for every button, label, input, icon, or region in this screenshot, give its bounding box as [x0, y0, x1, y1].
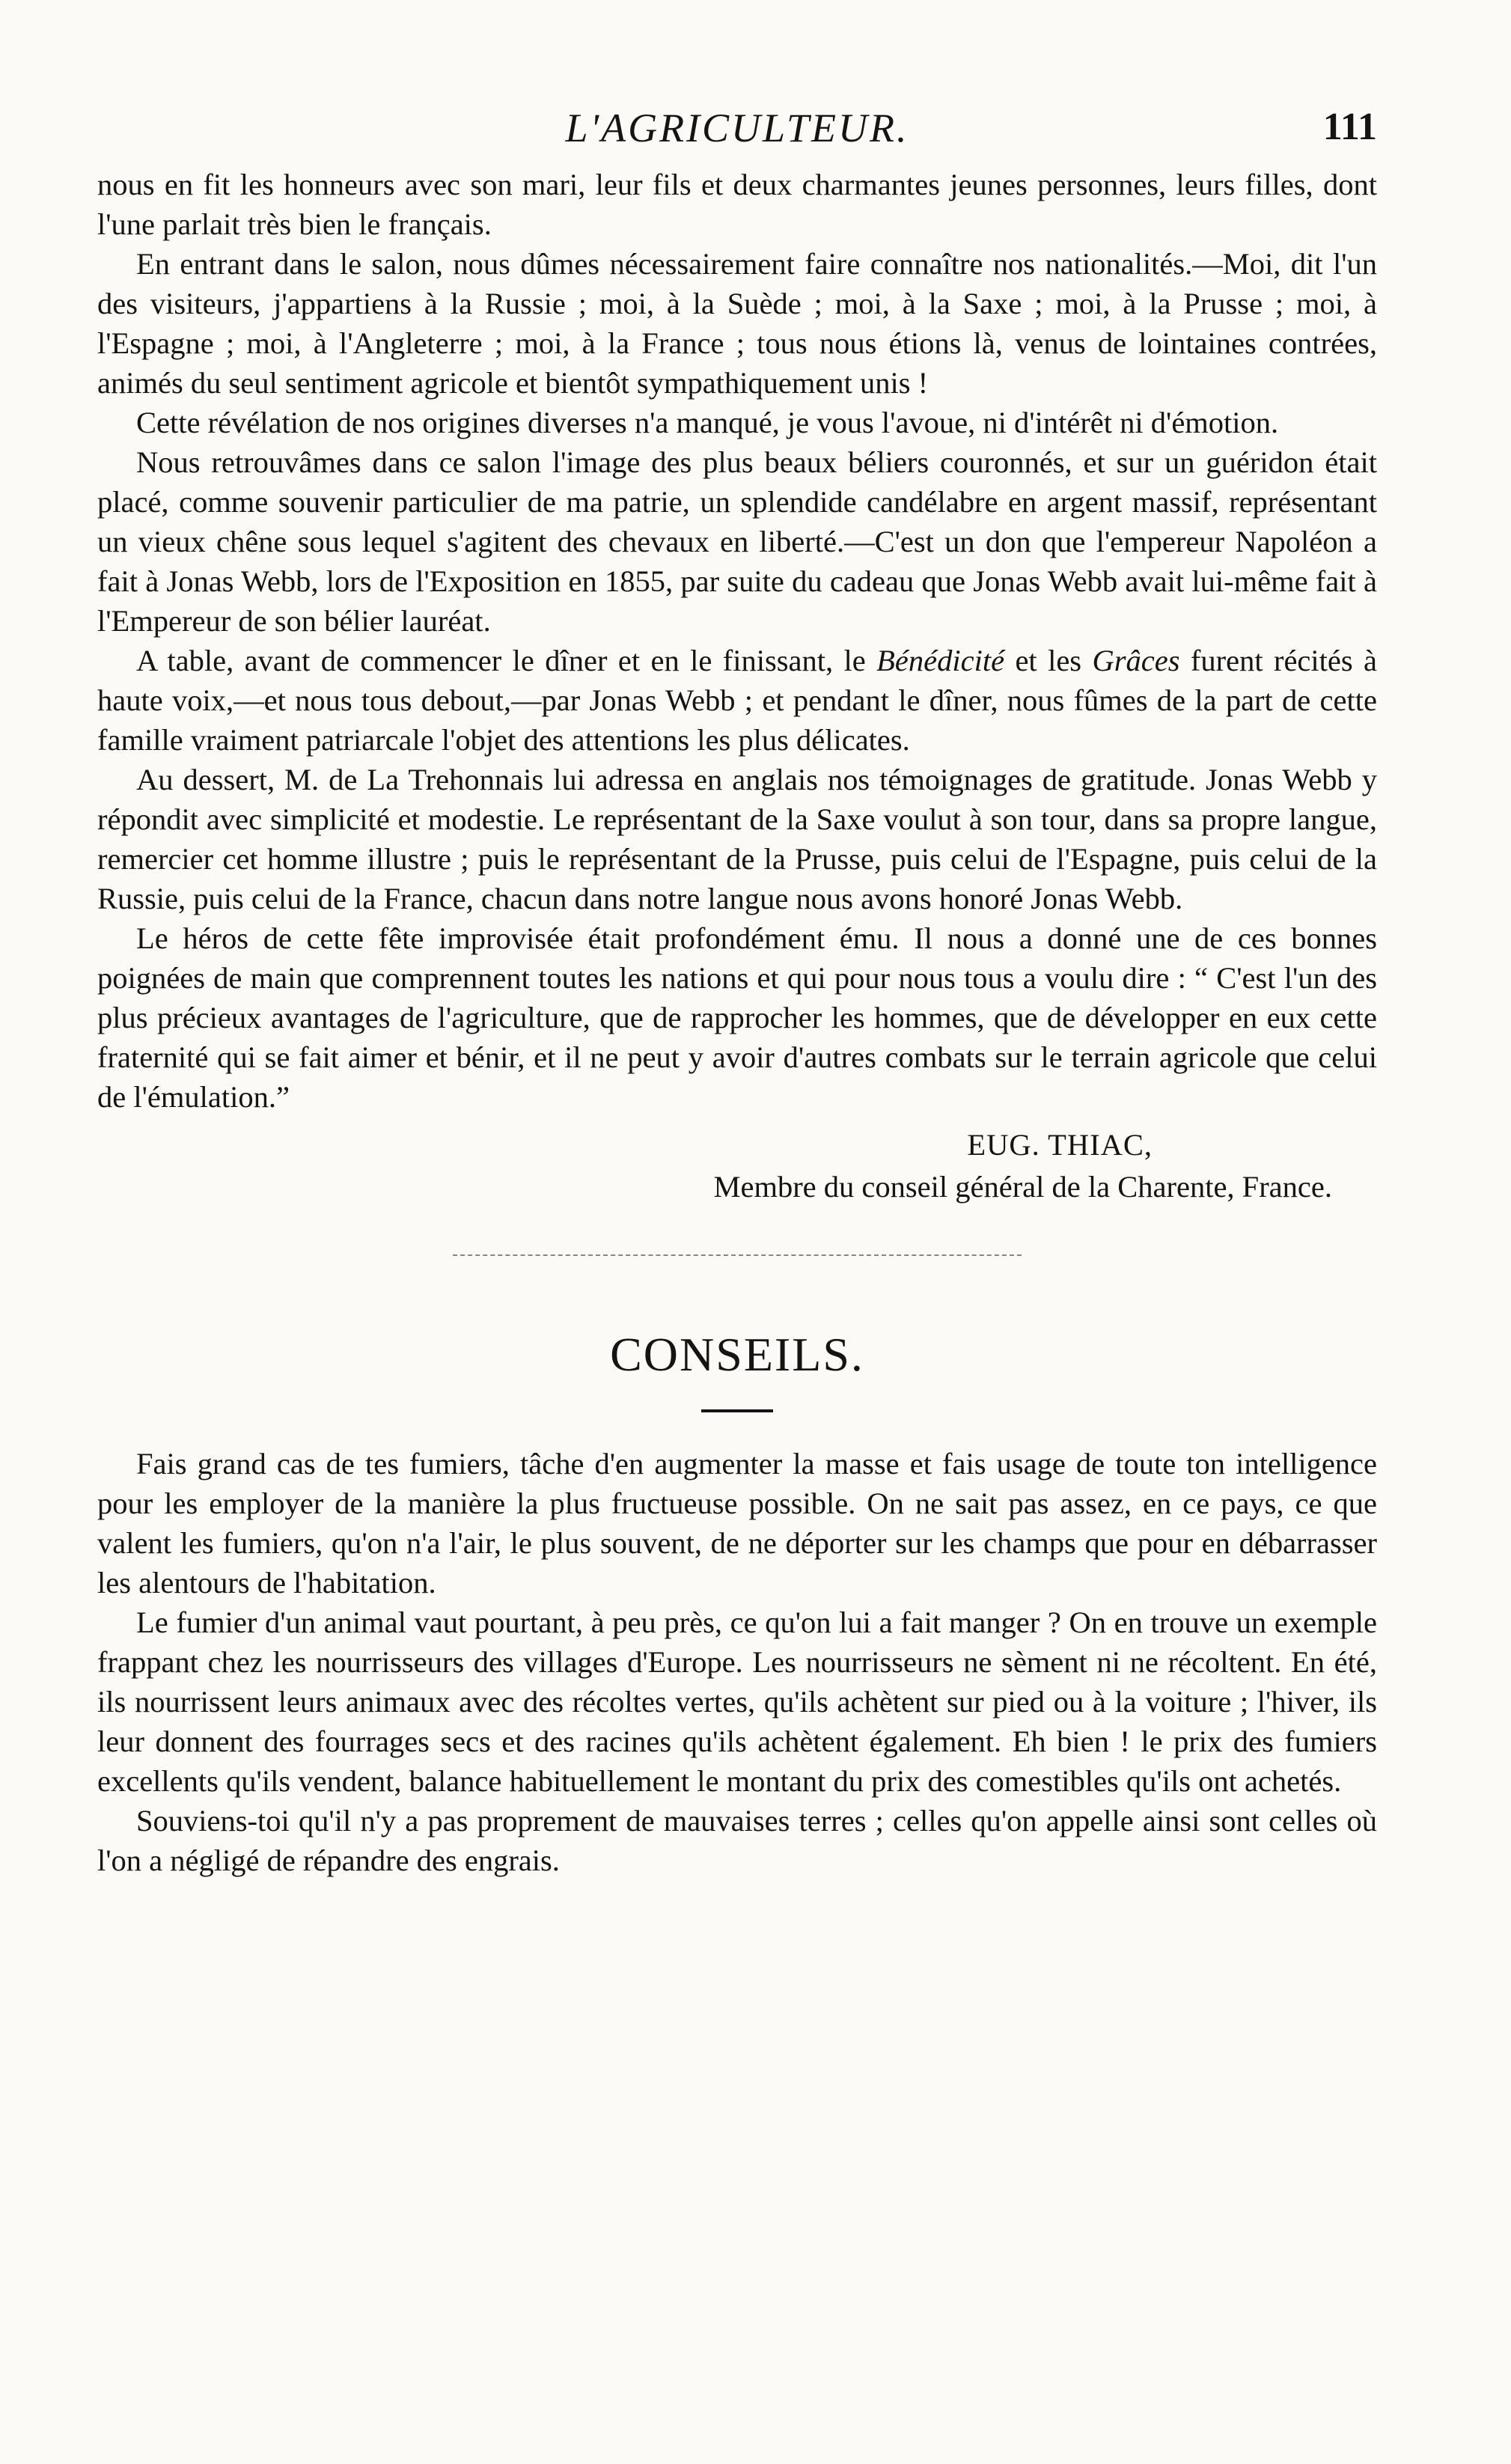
title-rule	[701, 1409, 773, 1412]
signature-name: EUG. THIAC,	[967, 1128, 1153, 1162]
paragraph-continuation: nous en fit les honneurs avec son mari, leur fils et deux charmantes jeunes personnes, leurs filles, dont l'une parlait très bien le français.	[97, 168, 1377, 241]
text-span: et les	[1004, 644, 1093, 677]
emphasis-benedicite: Bénédicité	[876, 644, 1005, 677]
text-span: A table, avant de commencer le dîner et en le finissant, le	[136, 644, 877, 677]
paragraph-salon: Nous retrouvâmes dans ce salon l'image des plus beaux béliers couronnés, et sur un guéridon était placé, comme souvenir particulier de ma patrie, un splendide candélabre en argent massif, représentant un vieux chêne sous lequel s'agitent des chevaux en liberté.—C'est un don que l'empereur Napoléon a fait à Jonas Webb, lors de l'Exposition en 1855, par suite du cadeau que Jonas Webb avait lui-même fait à l'Empereur de son bélier lauréat.	[97, 445, 1377, 638]
signature-block	[97, 1124, 1377, 1208]
paragraph-fumiers: Fais grand cas de tes fumiers, tâche d'en augmenter la masse et fais usage de toute ton intelligence pour les employer de la manière la plus fructueuse possible. On ne sait pas assez, en ce pays, ce que valent les fumiers, qu'on n'a l'air, le plus souvent, de ne déporter sur les champs que pour en débarrasser les alentours de l'habitation.	[97, 1447, 1377, 1600]
page	[97, 97, 1377, 1880]
paragraph-nourrisseurs: Le fumier d'un animal vaut pourtant, à peu près, ce qu'on lui a fait manger ? On en trouve un exemple frappant chez les nourrisseurs des villages d'Europe. Les nourrisseurs ne sèment ni ne récoltent. En été, ils nourrissent leurs animaux avec des récoltes vertes, qu'ils achètent sur pied ou à la voiture ; l'hiver, ils leur donnent des fourrages secs et des racines qu'ils achètent également. Eh bien ! le prix des fumiers excellents qu'ils vendent, balance habituellement le montant du prix des comestibles qu'ils ont achetés.	[97, 1605, 1377, 1798]
section-divider	[453, 1254, 1022, 1256]
running-head	[97, 97, 1377, 165]
section-title: CONSEILS.	[610, 1328, 864, 1381]
signature-role: Membre du conseil général de la Charente, France.	[713, 1170, 1332, 1204]
emphasis-graces: Grâces	[1092, 644, 1180, 677]
conseils-body	[97, 1444, 1377, 1880]
running-title: L'AGRICULTEUR.	[565, 106, 909, 150]
paragraph-dessert: Au dessert, M. de La Trehonnais lui adressa en anglais nos témoignages de gratitude. Jonas Webb y répondit avec simplicité et modestie. Le représentant de la Saxe voulut à son tour, dans sa propre langue, remercier cet homme illustre ; puis le représentant de la Prusse, puis celui de l'Espagne, puis celui de la Russie, puis celui de la France, chacun dans notre langue nous avons honoré Jonas Webb.	[97, 763, 1377, 915]
paragraph-origins: Cette révélation de nos origines diverses n'a manqué, je vous l'avoue, ni d'intérêt ni d'émotion.	[136, 406, 1279, 439]
article-body	[97, 165, 1377, 1117]
paragraph-hero: Le héros de cette fête improvisée était profondément ému. Il nous a donné une de ces bonnes poignées de main que comprennent toutes les nations et qui pour nous tous a voulu dire : “ C'est l'un des plus précieux avantages de l'agriculture, que de rapprocher les hommes, que de développer en eux cette fraternité qui se fait aimer et bénir, et il ne peut y avoir d'autres combats sur le terrain agricole que celui de l'émulation.”	[97, 921, 1377, 1114]
paragraph-table	[97, 641, 1377, 760]
text-span: furent récités à haute voix,—et nous tous debout,—par Jonas Webb ; et pendant le dîner, nous fûmes de la part de cette famille vraiment patriarcale l'objet des attentions les plus délicates.	[97, 644, 1378, 757]
page-number: 111	[1322, 106, 1377, 148]
paragraph-mauvaises-terres: Souviens-toi qu'il n'y a pas proprement de mauvaises terres ; celles qu'on appelle ainsi sont celles où l'on a négligé de répandre des engrais.	[97, 1804, 1377, 1877]
paragraph-nationalities: En entrant dans le salon, nous dûmes nécessairement faire connaître nos nationalités.—Moi, dit l'un des visiteurs, j'appartiens à la Russie ; moi, à la Suède ; moi, à la Saxe ; moi, à la Prusse ; moi, à l'Espagne ; moi, à l'Angleterre ; moi, à la France ; tous nous étions là, venus de lointaines contrées, animés du seul sentiment agricole et bientôt sympathiquement unis !	[97, 247, 1377, 400]
